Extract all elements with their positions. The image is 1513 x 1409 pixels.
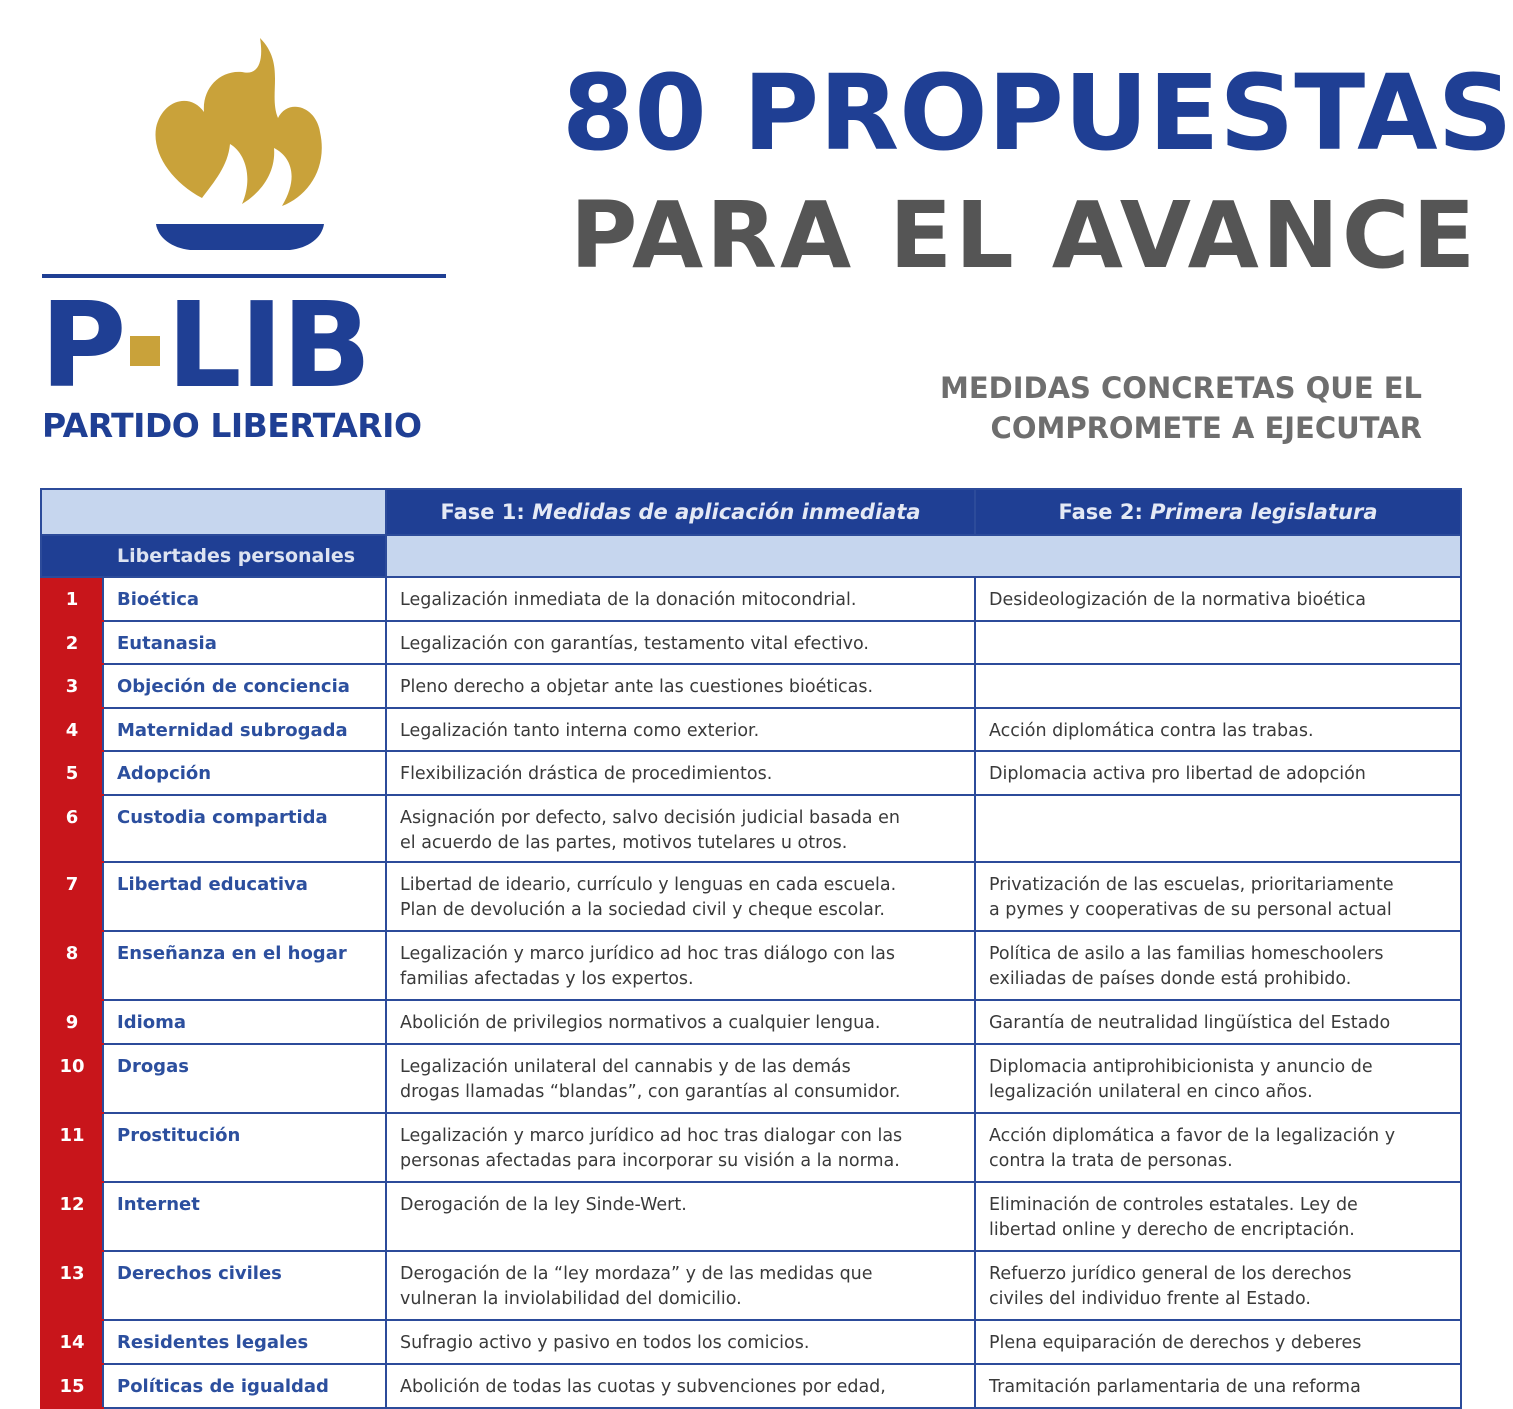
phase-1-cell	[386, 1113, 975, 1182]
phase1-line: Legalización con garantías, testamento vital efectivo.	[400, 634, 869, 654]
phase1-line: el acuerdo de las partes, motivos tutelares u otros.	[400, 833, 848, 853]
row-number: 14	[41, 1320, 103, 1364]
party-name: PARTIDO LIBERTARIO	[42, 406, 422, 445]
table-row	[41, 1320, 1461, 1364]
phase2-line: Acción diplomática a favor de la legalización y	[989, 1126, 1396, 1146]
row-topic: Políticas de igualdad	[103, 1364, 386, 1408]
table-row	[41, 1113, 1461, 1182]
phase-2-cell	[975, 1182, 1461, 1251]
phase2-line: civiles del individuo frente al Estado.	[989, 1289, 1311, 1309]
table-row	[41, 751, 1461, 795]
row-number: 3	[41, 664, 103, 708]
phase2-line: exiliadas de países donde está prohibido.	[989, 969, 1352, 989]
phase-2-title: Primera legislatura	[1150, 500, 1378, 524]
phase-2-cell	[975, 751, 1461, 795]
logo-mark-right: LIB	[166, 276, 370, 414]
row-topic: Prostitución	[103, 1113, 386, 1182]
table-row	[41, 862, 1461, 931]
row-number: 7	[41, 862, 103, 931]
phase-2-cell	[975, 621, 1461, 664]
section-fill	[386, 535, 1461, 577]
proposals-table-body	[41, 489, 1461, 1408]
phase-1-header	[386, 489, 975, 535]
phase-1-cell	[386, 931, 975, 1000]
phase1-line: Legalización unilateral del cannabis y de las demás	[400, 1057, 851, 1077]
phase-2-cell	[975, 1320, 1461, 1364]
table-row	[41, 1000, 1461, 1044]
row-topic: Enseñanza en el hogar	[103, 931, 386, 1000]
proposals-table	[40, 488, 1462, 1409]
phase-2-cell	[975, 577, 1461, 621]
phase1-line: Flexibilización drástica de procedimientos.	[400, 764, 773, 784]
phase2-line: Privatización de las escuelas, prioritariamente	[989, 875, 1394, 895]
logo-dot	[130, 336, 160, 366]
phase1-line: vulneran la inviolabilidad del domicilio.	[400, 1289, 742, 1309]
phase-2-cell	[975, 931, 1461, 1000]
phase1-line: Abolición de todas las cuotas y subvenciones por edad,	[400, 1377, 886, 1397]
table-row	[41, 1251, 1461, 1320]
subtitle-line-1: MEDIDAS CONCRETAS QUE EL	[940, 371, 1423, 405]
phase-1-cell	[386, 577, 975, 621]
table-row	[41, 621, 1461, 664]
phase-2-cell	[975, 1044, 1461, 1113]
page-title: 80 PROPUESTAS	[562, 52, 1513, 174]
phase2-line: a pymes y cooperativas de su personal actual	[989, 900, 1392, 920]
row-number: 8	[41, 931, 103, 1000]
row-topic: Adopción	[103, 751, 386, 795]
subtitle-line-2: COMPROMETE A EJECUTAR	[990, 411, 1423, 445]
phase2-line: Diplomacia activa pro libertad de adopción	[989, 764, 1366, 784]
table-header-row	[41, 489, 1461, 535]
phase1-line: familias afectadas y los expertos.	[400, 969, 694, 989]
phase1-line: Abolición de privilegios normativos a cualquier lengua.	[400, 1013, 881, 1033]
phase2-line: Política de asilo a las familias homeschoolers	[989, 944, 1384, 964]
torch-flame-icon	[150, 36, 330, 268]
row-topic: Bioética	[103, 577, 386, 621]
phase-1-cell	[386, 664, 975, 708]
phase1-line: Plan de devolución a la sociedad civil y cheque escolar.	[400, 900, 885, 920]
phase-1-cell	[386, 1251, 975, 1320]
section-title: Libertades personales	[41, 535, 386, 577]
phase2-line: Plena equiparación de derechos y deberes	[989, 1333, 1362, 1353]
phase1-line: Derogación de la ley Sinde-Wert.	[400, 1195, 687, 1215]
phase-1-cell	[386, 1044, 975, 1113]
row-number: 4	[41, 708, 103, 751]
row-number: 2	[41, 621, 103, 664]
row-topic: Custodia compartida	[103, 795, 386, 862]
row-topic: Idioma	[103, 1000, 386, 1044]
phase-2-cell	[975, 1364, 1461, 1408]
phase2-line: Refuerzo jurídico general de los derechos	[989, 1264, 1352, 1284]
phase-2-cell	[975, 664, 1461, 708]
phase1-line: Libertad de ideario, currículo y lenguas en cada escuela.	[400, 875, 897, 895]
phase2-line: Desideologización de la normativa bioética	[989, 590, 1367, 610]
phase1-line: Legalización y marco jurídico ad hoc tras dialogar con las	[400, 1126, 903, 1146]
phase1-line: Derogación de la “ley mordaza” y de las medidas que	[400, 1264, 873, 1284]
phase1-line: Pleno derecho a objetar ante las cuestiones bioéticas.	[400, 677, 874, 697]
table-row	[41, 708, 1461, 751]
row-topic: Objeción de conciencia	[103, 664, 386, 708]
phase1-line: Asignación por defecto, salvo decisión judicial basada en	[400, 808, 900, 828]
phase1-line: Legalización inmediata de la donación mitocondrial.	[400, 590, 857, 610]
phase1-line: Legalización tanto interna como exterior.	[400, 721, 760, 741]
row-number: 10	[41, 1044, 103, 1113]
row-number: 15	[41, 1364, 103, 1408]
phase-1-cell	[386, 1000, 975, 1044]
page-title-secondary: PARA EL AVANCE	[570, 182, 1479, 289]
phase-2-cell	[975, 862, 1461, 931]
row-topic: Maternidad subrogada	[103, 708, 386, 751]
phase-1-cell	[386, 1364, 975, 1408]
section-row	[41, 535, 1461, 577]
page-subtitle	[940, 368, 1422, 448]
row-number: 5	[41, 751, 103, 795]
phase-1-title: Medidas de aplicación inmediata	[532, 500, 921, 524]
phase-2-header	[975, 489, 1461, 535]
logo-wordmark	[40, 276, 370, 414]
phase-1-cell	[386, 1320, 975, 1364]
phase-1-cell	[386, 1182, 975, 1251]
phase2-line: contra la trata de personas.	[989, 1151, 1233, 1171]
table-row	[41, 577, 1461, 621]
header-blank-cell	[41, 489, 386, 535]
phase-2-cell	[975, 1113, 1461, 1182]
phase2-line: Tramitación parlamentaria de una reforma	[989, 1377, 1361, 1397]
row-topic: Derechos civiles	[103, 1251, 386, 1320]
phase2-line: Garantía de neutralidad lingüística del Estado	[989, 1013, 1391, 1033]
phase-1-prefix: Fase 1:	[440, 500, 533, 524]
phase-1-cell	[386, 708, 975, 751]
party-logo	[40, 36, 450, 446]
phase2-line: legalización unilateral en cinco años.	[989, 1082, 1313, 1102]
phase1-line: Sufragio activo y pasivo en todos los comicios.	[400, 1333, 810, 1353]
phase1-line: drogas llamadas “blandas”, con garantías al consumidor.	[400, 1082, 901, 1102]
phase-1-cell	[386, 751, 975, 795]
phase-1-cell	[386, 862, 975, 931]
phase2-line: Acción diplomática contra las trabas.	[989, 721, 1314, 741]
row-topic: Residentes legales	[103, 1320, 386, 1364]
row-number: 6	[41, 795, 103, 862]
table-row	[41, 1044, 1461, 1113]
phase2-line: libertad online y derecho de encriptación.	[989, 1220, 1355, 1240]
row-number: 13	[41, 1251, 103, 1320]
phase1-line: Legalización y marco jurídico ad hoc tras diálogo con las	[400, 944, 895, 964]
row-number: 11	[41, 1113, 103, 1182]
table-row	[41, 664, 1461, 708]
table-row	[41, 1182, 1461, 1251]
row-number: 12	[41, 1182, 103, 1251]
phase-1-cell	[386, 621, 975, 664]
phase2-line: Eliminación de controles estatales. Ley de	[989, 1195, 1358, 1215]
phase-2-prefix: Fase 2:	[1058, 500, 1151, 524]
table-row	[41, 1364, 1461, 1408]
row-topic: Internet	[103, 1182, 386, 1251]
phase-2-cell	[975, 1000, 1461, 1044]
row-number: 1	[41, 577, 103, 621]
logo-mark-left: P	[40, 276, 125, 414]
row-topic: Eutanasia	[103, 621, 386, 664]
phase2-line: Diplomacia antiprohibicionista y anuncio de	[989, 1057, 1373, 1077]
table-row	[41, 795, 1461, 862]
phase-2-cell	[975, 708, 1461, 751]
phase-2-cell	[975, 795, 1461, 862]
row-topic: Drogas	[103, 1044, 386, 1113]
row-topic: Libertad educativa	[103, 862, 386, 931]
phase1-line: personas afectadas para incorporar su visión a la norma.	[400, 1151, 900, 1171]
phase-1-cell	[386, 795, 975, 862]
row-number: 9	[41, 1000, 103, 1044]
phase-2-cell	[975, 1251, 1461, 1320]
table-row	[41, 931, 1461, 1000]
